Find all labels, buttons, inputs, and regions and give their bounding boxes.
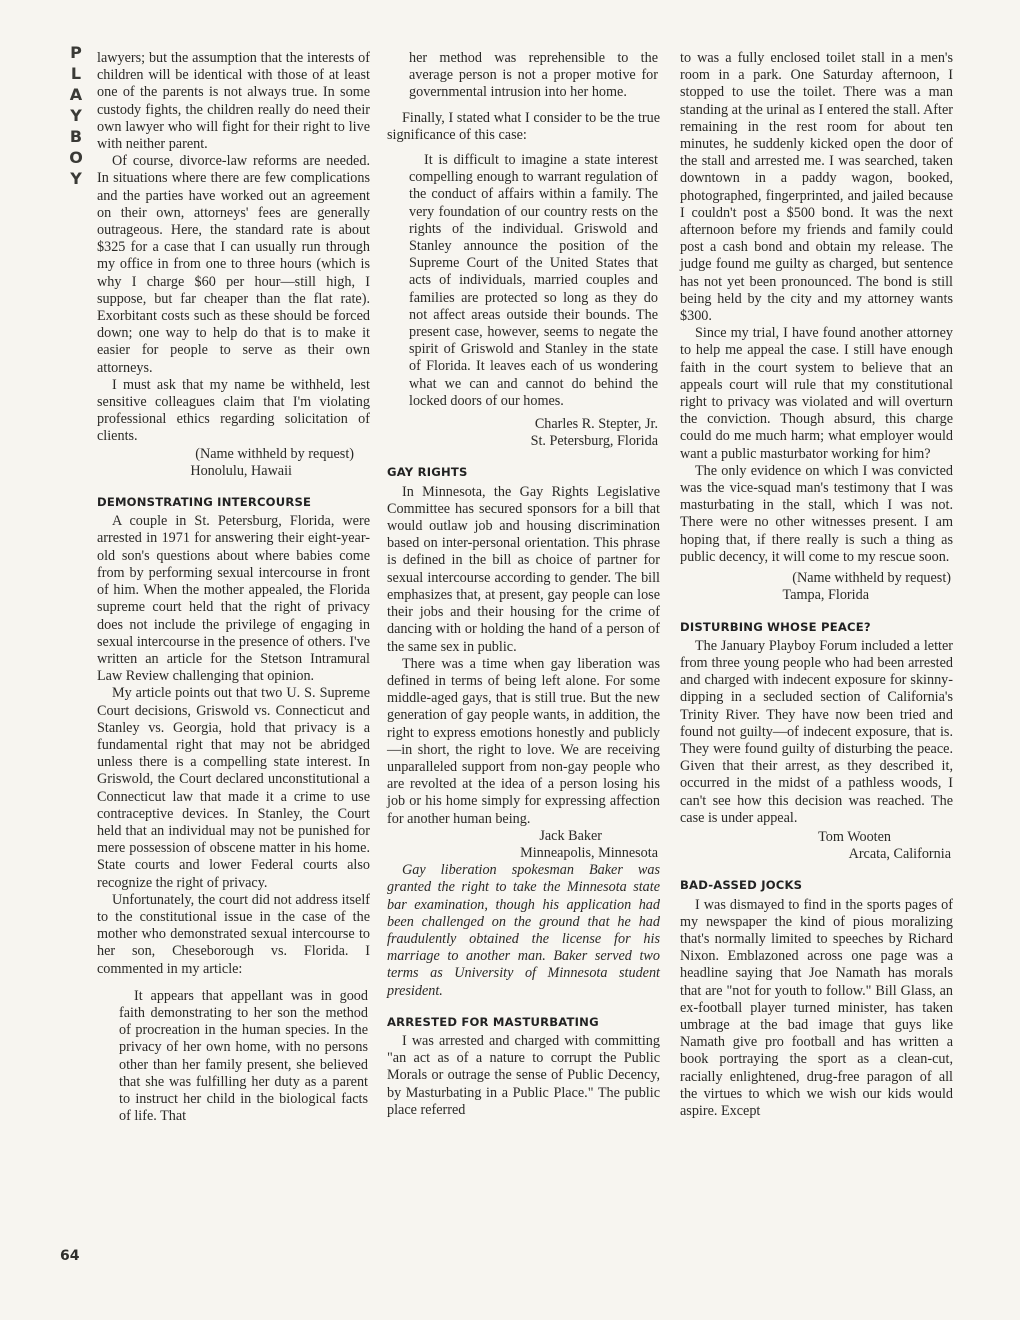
paragraph: The only evidence on which I was convicted was the vice-squad man's testimony that I was masturbating in the stall, which I was not. There were no other witnesses present. I am hoping that, if there really is such a thing as public decency, it will come to my rescue soon.	[680, 462, 953, 565]
quote-paragraph: her method was reprehensible to the average person is not a proper motive for governmental intrusion into her home.	[409, 50, 658, 101]
signature-place: Honolulu, Hawaii	[190, 462, 292, 479]
running-head-letter: A	[69, 85, 83, 104]
paragraph: The January Playboy Forum included a letter from three young people who had been arrested and charged with indecent exposure for skinny-dipping in a secluded section of California's Trinity River. They have now been tried and found not guilty—of indecent exposure, that is. They were found guilty of disturbing the peace. Given that their arrest, as they described it, occurred in the midst of a pathless woods, I can't see how this decision was reached. The case is under appeal.	[680, 637, 953, 826]
column-2	[387, 50, 660, 1119]
block-quote	[97, 988, 370, 1126]
section-heading: DISTURBING WHOSE PEACE?	[680, 619, 871, 634]
section-heading: BAD-ASSED JOCKS	[680, 878, 803, 893]
running-head-letter: B	[69, 127, 83, 146]
quote-paragraph: It appears that appellant was in good faith demonstrating to her son the method of procreation in the human species. In the privacy of her own home, with no persons other than her family present, she believed that she was fulfilling her duty as a parent to instruct her child in the biological facts of life. That	[119, 987, 368, 1125]
running-head-letter: L	[70, 64, 82, 83]
running-head	[66, 42, 86, 189]
editor-note-text: Gay liberation spokesman Baker was granted the right to take the Minnesota state bar examination, though his application had been challenged on the ground that he had fraudulently obtained the license for his marriage to another man. Baker served two terms as University of Minnesota student president.	[387, 862, 660, 999]
running-head-letter: P	[70, 43, 82, 62]
quote-paragraph: It is difficult to imagine a state interest compelling enough to warrant regulation of the conduct of affairs within a family. The very foundation of our country rests on the rights of the individual. Griswold and Stanley announce the position of the Supreme Court of the United States that acts of individuals, married couples and families are protected so long as they do not affect areas outside their bounds. The present case, however, seems to negate the spirit of Griswold and Stanley in the state of Florida. It leaves each of us wondering what we can and cannot do behind the locked doors of our homes.	[409, 152, 658, 409]
signature	[97, 446, 370, 480]
paragraph: I must ask that my name be withheld, lest sensitive colleagues claim that I'm violating professional ethics regarding solicitation of clients.	[97, 376, 370, 445]
column-1	[97, 50, 370, 1125]
signature-name: Tom Wooten	[818, 828, 891, 845]
signature-place: Minneapolis, Minnesota	[520, 844, 658, 861]
block-quote	[387, 152, 660, 410]
paragraph: I was dismayed to find in the sports pages of my newspaper the kind of pious moralizing that's normally limited to speeches by Richard Nixon. Emblazoned across one page was a headline saying that Joe Namath has morals that are "not for youth to follow." Bill Glass, an ex-football player turned minister, has taken umbrage at the bad image that guys like Namath give pro football and has written a book portraying the sport as a clean-cut, racially enlightened, drug-free paragon of all the virtues to which we wish our kids would aspire. Except	[680, 896, 953, 1119]
paragraph: Of course, divorce-law reforms are needed. In situations where there are few complications and the parties have worked out an agreement on their own, attorneys' fees are generally outrageous. Here, the standard rate is about $325 for a case that I can usually run through my office in from one to three hours (which is why I charge $60 per hour—still high, I suppose, but far cheaper than the flat rate). Exorbitant costs such as these should be forced down; one way to help do that is to make it easier for people to serve as their own attorneys.	[97, 153, 370, 376]
page-number: 64	[60, 1248, 80, 1264]
column-3	[680, 50, 953, 1120]
signature-name: Charles R. Stepter, Jr.	[534, 416, 658, 433]
running-head-letter: Y	[70, 169, 82, 188]
paragraph: My article points out that two U. S. Supreme Court decisions, Griswold vs. Connecticut and Stanley vs. Georgia, hold that privacy is a fundamental right that may not be abridged unless there is a compelling state interest. In Griswold, the Court declared unconstitutional a Connecticut law that made it a crime to use contraceptive devices. In Stanley, the Court held that an individual may not be punished for mere possession of obscene matter in his home. State courts and lower Federal courts also recognize the right of privacy.	[97, 685, 370, 891]
signature-name: (Name withheld by request)	[195, 445, 354, 462]
paragraph: A couple in St. Petersburg, Florida, were arrested in 1971 for answering their eight-year-old son's questions about where babies come from by performing sexual intercourse in front of him. When the mother appealed, the Florida supreme court held that the right of privacy does not include the privilege of engaging in sexual intercourse in the presence of others. I've written an article for the Stetson Intramural Law Review challenging that opinion.	[97, 513, 370, 685]
signature-place: Arcata, California	[848, 846, 951, 863]
signature-place: St. Petersburg, Florida	[530, 433, 658, 450]
section-heading: GAY RIGHTS	[387, 465, 468, 480]
signature	[680, 570, 953, 604]
signature-name: (Name withheld by request)	[792, 570, 951, 587]
section-heading: ARRESTED FOR MASTURBATING	[387, 1014, 599, 1029]
paragraph: I was arrested and charged with committing "an act as of a nature to corrupt the Public Morals or outrage the sense of Public Decency, by Masturbating in a Public Place." The public place referred	[387, 1032, 660, 1118]
editor-note	[387, 862, 660, 1000]
paragraph: In Minnesota, the Gay Rights Legislative Committee has secured sponsors for a bill that would outlaw job and housing discrimination based on inter-personal orientation. This phrase is defined in the bill as choice of partner for sexual intercourse according to gender. The bill emphasizes that, at present, gay people can lose their jobs and their housing for the crime of dancing with or holding the hand of a person of the same sex in public.	[387, 483, 660, 655]
block-quote	[387, 50, 660, 102]
signature	[680, 829, 953, 863]
section-heading: DEMONSTRATING INTERCOURSE	[97, 495, 312, 510]
paragraph: Finally, I stated what I consider to be the true significance of this case:	[387, 109, 660, 143]
paragraph: Unfortunately, the court did not address itself to the constitutional issue in the case of the mother who demonstrated sexual intercourse to her son, Cheseborough vs. Florida. I commented in my article:	[97, 891, 370, 977]
paragraph: to was a fully enclosed toilet stall in a men's room in a park. One Saturday afternoon, I stopped to use the toilet. There was a man standing at the urinal as I entered the stall. After remaining in the rest room for about ten minutes, he suddenly kicked open the door of the stall and arrested me. I was searched, taken downtown in a paddy wagon, booked, photographed, fingerprinted, and jailed because I couldn't post a $500 bond. It was the next afternoon before my friends and family could post a cash bond and obtain my release. The judge found me guilty as charged, but sentence has not yet been pronounced. The bond is still being held by the city and my attorney wants $300.	[680, 50, 953, 325]
signature	[387, 416, 660, 450]
signature	[387, 828, 660, 862]
running-head-letter: O	[69, 148, 83, 167]
signature-name: Jack Baker	[539, 827, 602, 844]
paragraph: lawyers; but the assumption that the interests of children will be identical with those of at least one of the parents is not always true. In some custody fights, the children really do need their own lawyer who will fight for their right to live with neither parent.	[97, 50, 370, 153]
paragraph: There was a time when gay liberation was defined in terms of being left alone. For some middle-aged gays, that is still true. But the new generation of gay people wants, in addition, the right to express emotions honestly and publicly —in short, the right to love. We are receiving unparalleled support from non-gay people who are revolted at the idea of a person losing his job or his home simply for expressing affection for another human being.	[387, 655, 660, 827]
signature-place: Tampa, Florida	[782, 587, 869, 604]
paragraph: Since my trial, I have found another attorney to help me appeal the case. I still have enough faith in the court system to believe that an appeals court will rule that my constitutional right to privacy was violated and will overturn the conviction. Though absurd, this charge could do me much harm; what employer would want a public masturbator working for him?	[680, 325, 953, 462]
running-head-letter: Y	[70, 106, 82, 125]
